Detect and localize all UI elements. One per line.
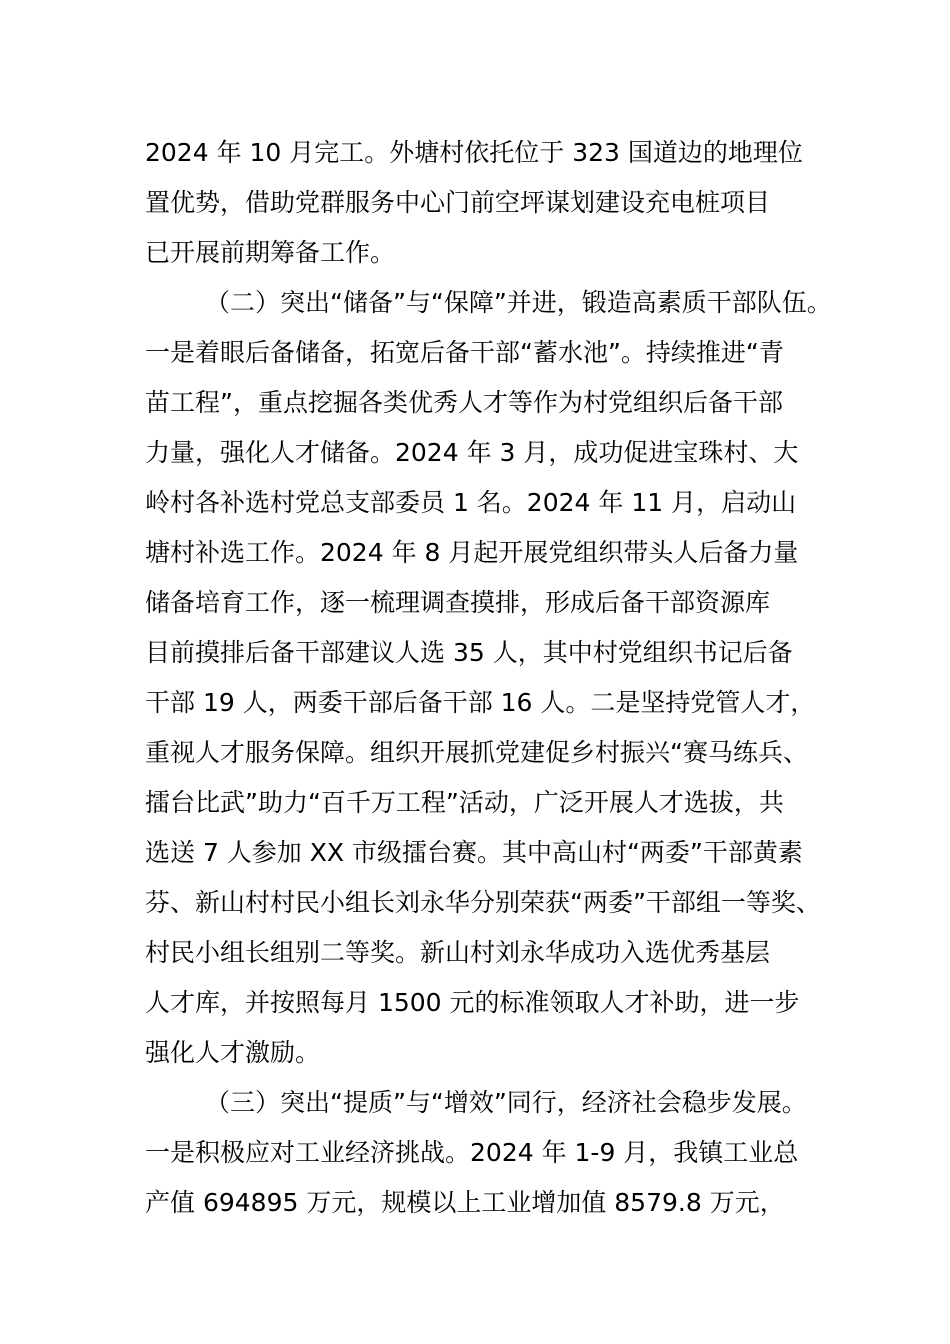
text-line-01: 2024 年 10 月完工。外塘村依托位于 323 国道边的地理位: [145, 138, 803, 167]
text-line-12: 干部 19 人，两委干部后备干部 16 人。二是坚持党管人才，: [145, 688, 816, 717]
text-line-08: 岭村各补选村党总支部委员 1 名。2024 年 11 月，启动山: [145, 488, 797, 517]
text-line-18: 人才库，并按照每月 1500 元的标准领取人才补助，进一步: [145, 988, 800, 1017]
text-line-06: 苗工程”，重点挖掘各类优秀人才等作为村党组织后备干部: [145, 388, 783, 417]
section-heading-2: （二）突出“储备”与“保障”并进，锻造高素质干部队伍。: [205, 288, 832, 317]
text-line-07: 力量，强化人才储备。2024 年 3 月，成功促进宝珠村、大: [145, 438, 799, 467]
text-line-11: 目前摸排后备干部建议人选 35 人，其中村党组织书记后备: [145, 638, 793, 667]
text-line-14: 擂台比武”助力“百千万工程”活动，广泛开展人才选拔，共: [145, 788, 784, 817]
document-body: [145, 128, 835, 1228]
text-line-16: 芬、新山村村民小组长刘永华分别荣获“两委”干部组一等奖、: [145, 888, 821, 917]
text-line-05: 一是着眼后备储备，拓宽后备干部“蓄水池”。持续推进“青: [145, 338, 784, 367]
text-line-19: 强化人才激励。: [145, 1038, 321, 1067]
section-heading-3: （三）突出“提质”与“增效”同行，经济社会稳步发展。: [205, 1088, 807, 1117]
text-line-09: 塘村补选工作。2024 年 8 月起开展党组织带头人后备力量: [145, 538, 799, 567]
text-line-21: 一是积极应对工业经济挑战。2024 年 1-9 月，我镇工业总: [145, 1138, 799, 1167]
text-line-02: 置优势，借助党群服务中心门前空坪谋划建设充电桩项目: [145, 188, 771, 217]
text-line-15: 选送 7 人参加 XX 市级擂台赛。其中高山村“两委”干部黄素: [145, 838, 803, 867]
text-line-10: 储备培育工作，逐一梳理调查摸排，形成后备干部资源库: [145, 588, 771, 617]
text-line-17: 村民小组长组别二等奖。新山村刘永华成功入选优秀基层: [145, 938, 771, 967]
text-line-22: 产值 694895 万元，规模以上工业增加值 8579.8 万元，: [145, 1188, 785, 1217]
text-line-13: 重视人才服务保障。组织开展抓党建促乡村振兴“赛马练兵、: [145, 738, 808, 767]
text-line-03: 已开展前期筹备工作。: [145, 238, 396, 267]
